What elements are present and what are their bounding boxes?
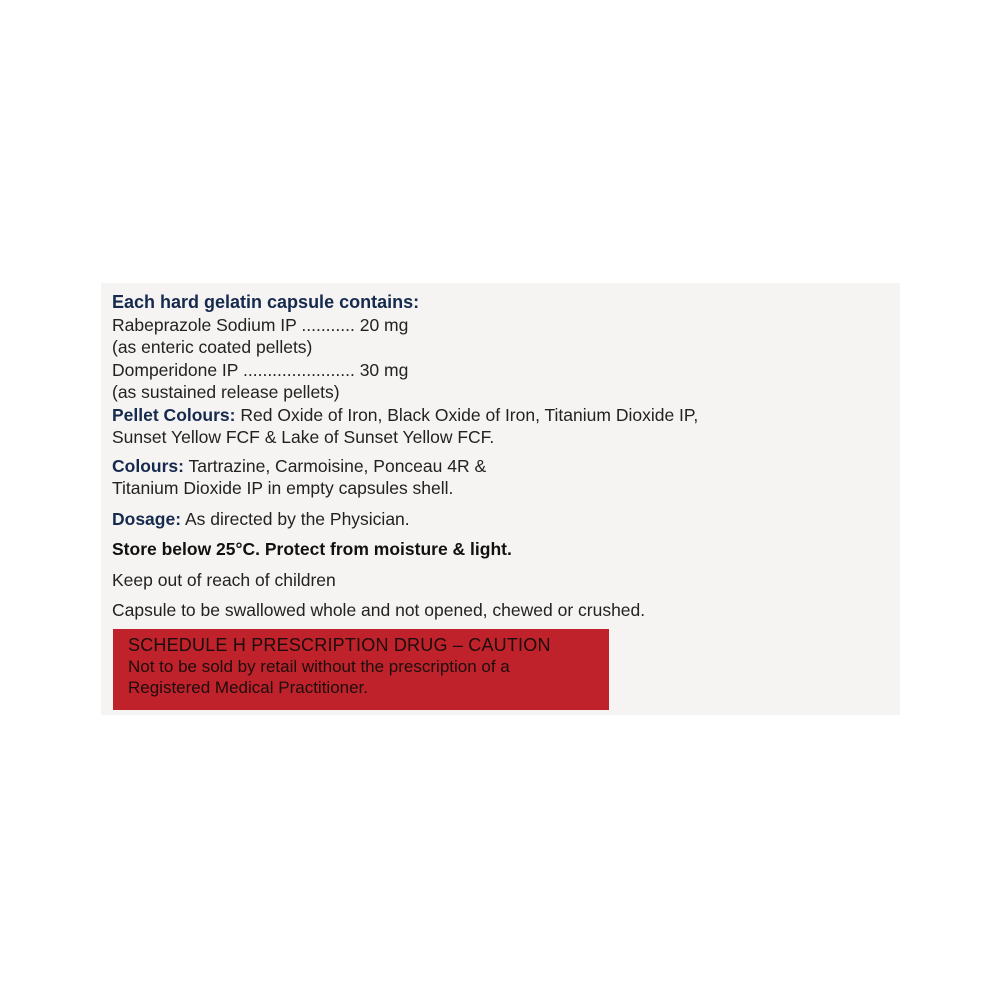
ingredient-domperidone-note: (as sustained release pellets) bbox=[112, 382, 340, 402]
pellet-colours-text1: Red Oxide of Iron, Black Oxide of Iron, Titanium Dioxide IP, bbox=[240, 404, 699, 425]
colours-text2: Titanium Dioxide IP in empty capsules shell. bbox=[112, 478, 454, 498]
ingredient-domperidone: Domperidone IP ....................... 30 mg bbox=[112, 359, 409, 380]
colours-line1 bbox=[112, 455, 892, 478]
pellet-colours-text2: Sunset Yellow FCF & Lake of Sunset Yellow FCF. bbox=[112, 427, 495, 447]
caution-line1: Not to be sold by retail without the prescription of a bbox=[128, 657, 510, 676]
ingredient-rabeprazole-note: (as enteric coated pellets) bbox=[112, 337, 313, 357]
caution-title: SCHEDULE H PRESCRIPTION DRUG – CAUTION bbox=[128, 635, 551, 655]
dosage-text: As directed by the Physician. bbox=[184, 508, 410, 529]
children-warning: Keep out of reach of children bbox=[112, 569, 336, 590]
composition-heading: Each hard gelatin capsule contains: bbox=[112, 292, 420, 312]
colours-label: Colours: bbox=[112, 455, 184, 476]
dosage-label: Dosage: bbox=[112, 508, 182, 529]
pellet-colours-line1 bbox=[112, 404, 892, 427]
storage-instruction: Store below 25°C. Protect from moisture & light. bbox=[112, 539, 512, 559]
caution-line2: Registered Medical Practitioner. bbox=[128, 678, 369, 697]
pellet-colours-label: Pellet Colours: bbox=[112, 404, 236, 425]
label-content bbox=[112, 291, 892, 622]
swallow-instruction: Capsule to be swallowed whole and not opened, chewed or crushed. bbox=[112, 600, 646, 620]
schedule-h-caution-box bbox=[113, 629, 609, 710]
dosage-line bbox=[112, 508, 892, 531]
colours-text1: Tartrazine, Carmoisine, Ponceau 4R & bbox=[188, 455, 487, 476]
ingredient-rabeprazole: Rabeprazole Sodium IP ........... 20 mg bbox=[112, 314, 409, 335]
